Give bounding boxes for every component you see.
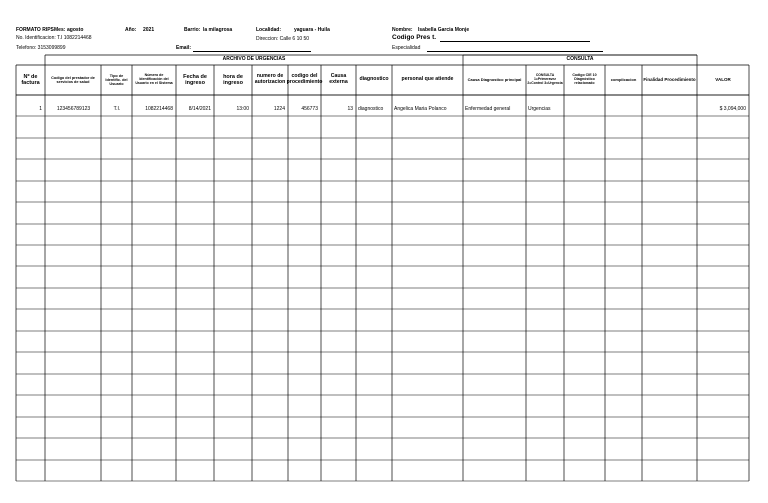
table-cell: 1082214468 xyxy=(145,106,173,112)
mes-label: Mes: xyxy=(54,27,66,33)
column-header: hora de ingreso xyxy=(223,73,243,86)
table-cell: T.I. xyxy=(113,106,121,112)
table-cell: 8/14/2021 xyxy=(188,106,211,112)
table-cell: Enfermedad general xyxy=(465,106,511,112)
especialidad-label: Especialidad xyxy=(392,45,421,51)
column-header: diagnostico xyxy=(359,76,389,83)
column-header: codigo del procedimiento xyxy=(286,73,323,85)
table-cell: Urgencias xyxy=(528,106,551,112)
column-header: Nº de factura xyxy=(21,73,40,86)
table-cell: 1224 xyxy=(273,106,285,112)
table-cell: 1 xyxy=(39,106,42,112)
column-header: complicacion xyxy=(610,76,637,82)
table-cell: $ 3,094,000 xyxy=(719,106,746,112)
table-cell: 123456789123 xyxy=(56,106,91,112)
identificacion-text: No. Identificacion: T.I 1082214468 xyxy=(16,35,92,41)
column-header: personal que atiende xyxy=(401,76,454,83)
table-cell: diagnostico xyxy=(358,106,384,112)
table-cell: 13:00 xyxy=(236,106,249,112)
urgencias-section-title: ARCHIVO DE URGENCIAS xyxy=(222,56,286,63)
formato-title: FORMATO RIPS xyxy=(16,27,54,33)
column-header: Codigo del prestador de servicios de salud xyxy=(51,75,95,84)
column-header: Causa Diagnostico principal xyxy=(467,76,522,82)
column-header: Número de Identificación del Usuario en el Sistema xyxy=(135,73,173,85)
column-header: VALOR xyxy=(715,76,731,82)
anio-value: 2021 xyxy=(143,27,155,33)
localidad-value: yaguara - Huila xyxy=(294,27,330,33)
consulta-section-title: CONSULTA xyxy=(566,56,594,63)
barrio-value: la milagrosa xyxy=(203,27,233,33)
table-cell: 13 xyxy=(347,106,353,112)
column-header: Codigo CIE 10 Diagnóstico relacionado xyxy=(572,73,597,85)
table-cell: Angelica Maria Polanco xyxy=(394,106,447,112)
column-header: Causa externa xyxy=(329,73,348,85)
localidad-label: Localidad: xyxy=(256,27,282,33)
column-header: numero de autorizacion xyxy=(254,73,286,85)
column-header: Tipo de Identific. del Usuario xyxy=(105,73,128,87)
email-label: Email: xyxy=(176,45,192,51)
column-header: Finalidad Procedimiento xyxy=(643,76,696,82)
column-header: CONSULTA 1=Primeravez 2=Control 3=Urgencia xyxy=(527,73,563,85)
barrio-label: Barrio: xyxy=(184,27,201,33)
anio-label: Año: xyxy=(125,27,137,33)
table-cell: 456773 xyxy=(301,106,318,112)
nombre-label: Nombre: xyxy=(392,27,413,33)
telefono-text: Telefono: 3153099899 xyxy=(16,45,66,51)
nombre-value: Isabella Garcia Monje xyxy=(418,27,470,33)
direccion-text: Direccion: Calle 6 10 50 xyxy=(256,36,310,42)
column-header: Fecha de ingreso xyxy=(183,73,207,86)
codigo-prest-label: Codigo Pres t. xyxy=(392,34,437,41)
mes-value: agosto xyxy=(67,27,84,33)
